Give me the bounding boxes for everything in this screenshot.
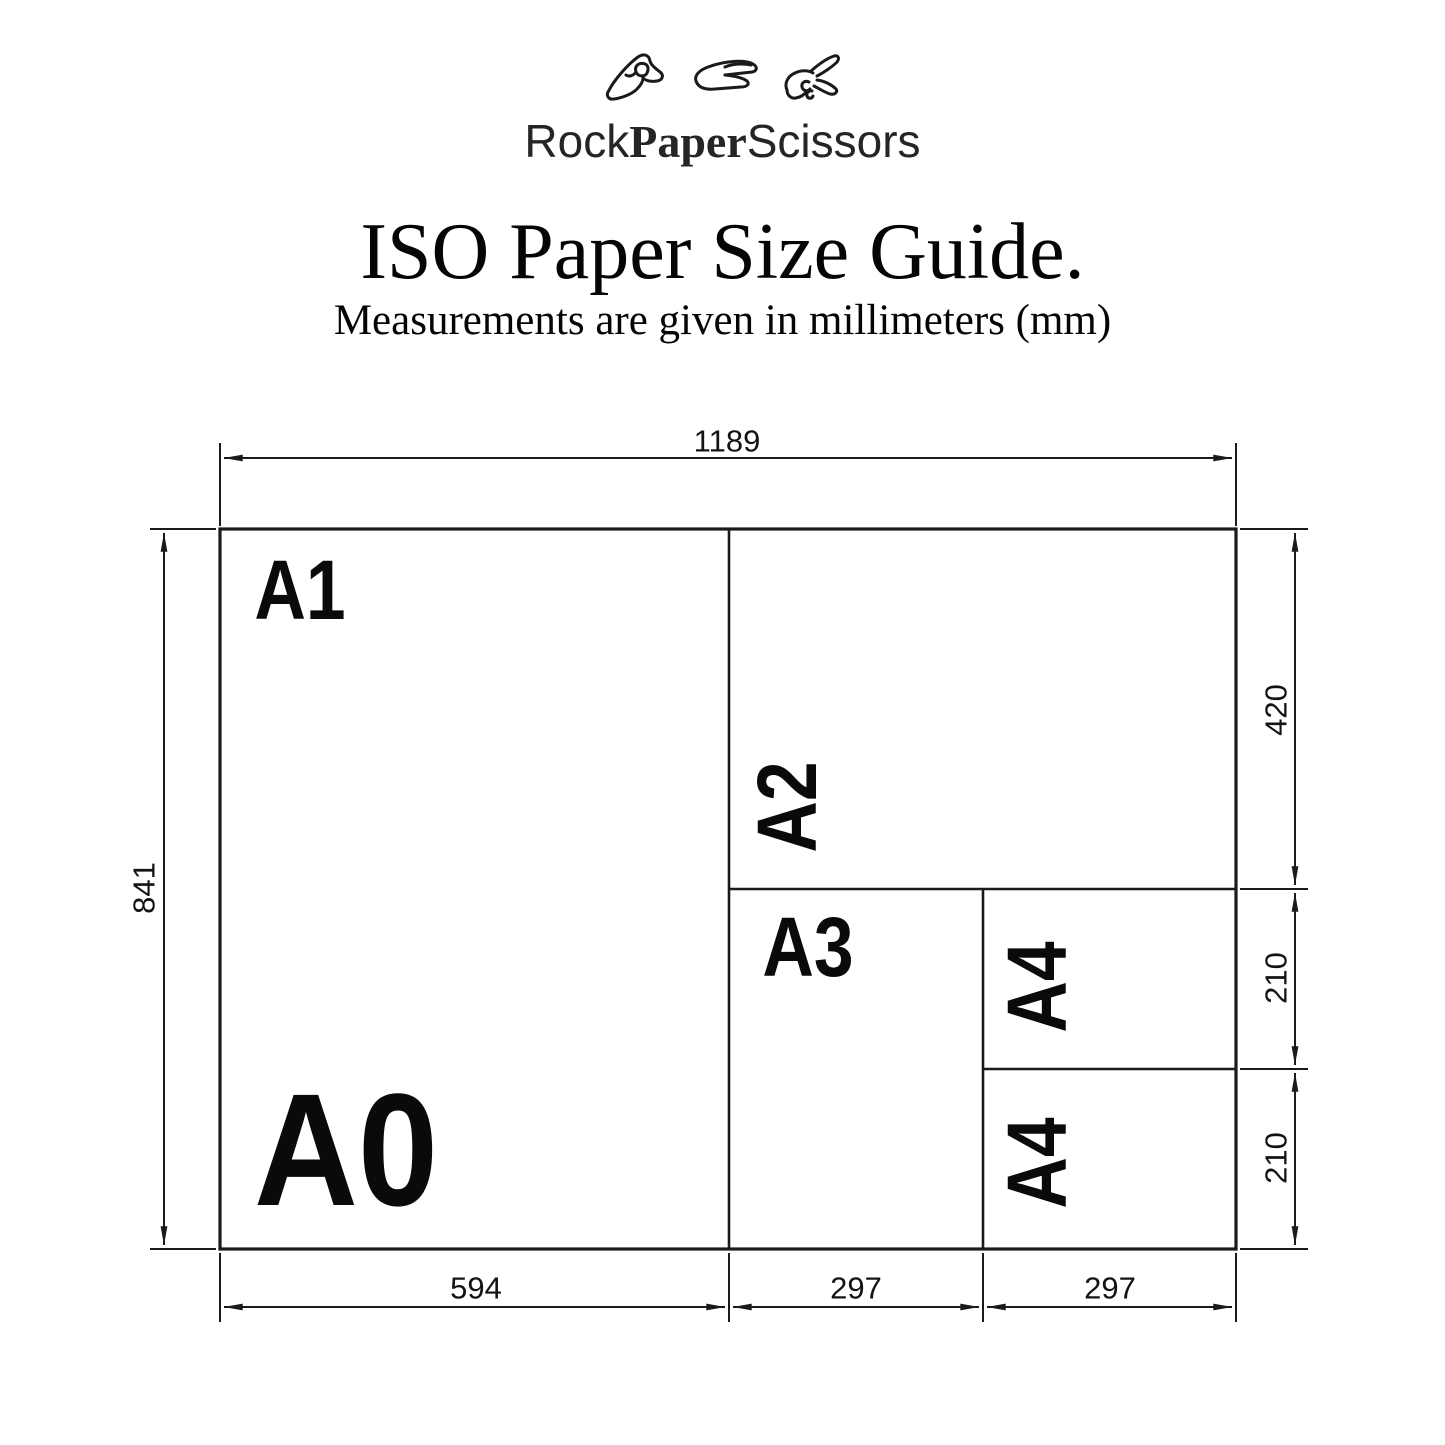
sheet-label-a1: A1 — [254, 543, 346, 637]
dimension-bottom-a3-width: 297 — [830, 1270, 882, 1306]
sheet-label-a3: A3 — [762, 900, 854, 994]
sheet-label-a2: A2 — [740, 761, 834, 853]
dimension-top-width: 1189 — [693, 423, 761, 459]
dimension-right-a4-lower-height: 210 — [1258, 1132, 1294, 1184]
dimension-right-a4-upper-height: 210 — [1258, 952, 1294, 1004]
dimension-bottom-a1-width: 594 — [450, 1270, 502, 1306]
dimension-right-a2-height: 420 — [1258, 684, 1294, 736]
page-title: ISO Paper Size Guide. — [360, 208, 1085, 296]
sheet-label-a4-upper: A4 — [990, 941, 1084, 1033]
brand-rock: Rock — [524, 115, 630, 167]
sheet-label-a0: A0 — [253, 1060, 439, 1239]
sheet-label-a4-lower: A4 — [990, 1117, 1084, 1209]
brand-paper: Paper — [629, 116, 747, 167]
page-subtitle: Measurements are given in millimeters (mm) — [333, 297, 1112, 344]
dimension-bottom-a4-width: 297 — [1084, 1270, 1136, 1306]
brand-scissors: Scissors — [746, 115, 921, 167]
dimension-left-height: 841 — [126, 862, 162, 914]
